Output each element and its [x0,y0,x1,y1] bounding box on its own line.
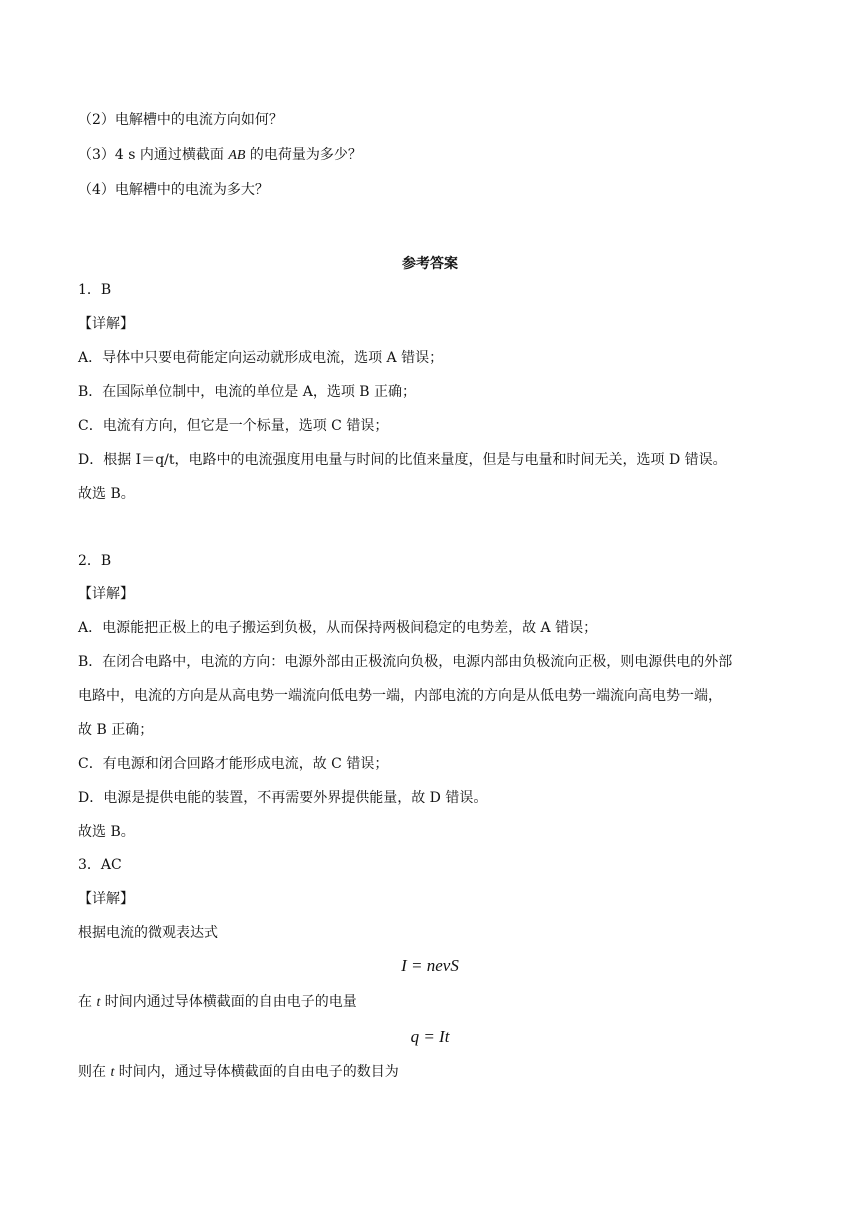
answer-2-line: A．电源能把正极上的电子搬运到负极，从而保持两极间稳定的电势差，故 A 错误； [78,620,598,636]
answer-2-line: D．电源是提供电能的装置，不再需要外界提供能量，故 D 错误。 [78,790,488,806]
question-3-prefix: （3）4 s 内通过横截面 [78,147,229,163]
answer-2-line: 故 B 正确； [78,722,154,738]
answer-2-line: C．有电源和闭合回路才能形成电流，故 C 错误； [78,756,389,772]
answer-3-line-prefix: 在 [78,994,97,1010]
answer-3-line [78,1062,399,1083]
answer-3-line [78,992,357,1013]
answer-1-number: 1．B [78,282,112,298]
question-3 [78,145,362,166]
answer-3-line-prefix: 则在 [78,1064,111,1080]
answer-2-line: B．在闭合电路中，电流的方向：电源外部由正极流向负极，电源内部由负极流向正极，则电源供电的外部 [78,654,733,670]
answer-2-detail-label: 【详解】 [78,586,134,602]
answer-1-line: C．电流有方向，但它是一个标量，选项 C 错误； [78,418,389,434]
question-3-suffix: 的电荷量为多少？ [245,147,362,163]
answer-1-detail-label: 【详解】 [78,316,134,332]
answer-3-line: 根据电流的微观表达式 [78,925,218,941]
time-variable: t [110,1065,115,1080]
answers-title: 参考答案 [402,256,458,272]
answer-3-number: 3．AC [78,857,122,873]
question-4: （4）电解槽中的电流为多大？ [78,182,269,198]
formula-current-microscopic: I = nevS [401,956,459,975]
answer-3-detail-label: 【详解】 [78,891,134,907]
answer-1-line: A．导体中只要电荷能定向运动就形成电流，选项 A 错误； [78,350,444,366]
answer-3-line-suffix: 时间内，通过导体横截面的自由电子的数目为 [114,1064,399,1080]
time-variable: t [96,995,101,1010]
answer-2-number: 2．B [78,553,112,569]
answer-1-conclusion: 故选 B。 [78,486,135,502]
answer-3-line-suffix: 时间内通过导体横截面的自由电子的电量 [100,994,357,1010]
answer-2-line: 电路中，电流的方向是从高电势一端流向低电势一端，内部电流的方向是从低电势一端流向高电势一端， [78,688,722,704]
question-2: （2）电解槽中的电流方向如何？ [78,112,283,128]
formula-charge: q = It [410,1027,450,1046]
question-3-variable: AB [228,148,246,163]
answer-1-line: B．在国际单位制中，电流的单位是 A，选项 B 正确； [78,384,417,400]
answer-2-conclusion: 故选 B。 [78,824,135,840]
answer-1-line: D．根据 I＝q/t，电路中的电流强度用电量与时间的比值来量度，但是与电量和时间无关，选项 D 错误。 [78,452,727,468]
